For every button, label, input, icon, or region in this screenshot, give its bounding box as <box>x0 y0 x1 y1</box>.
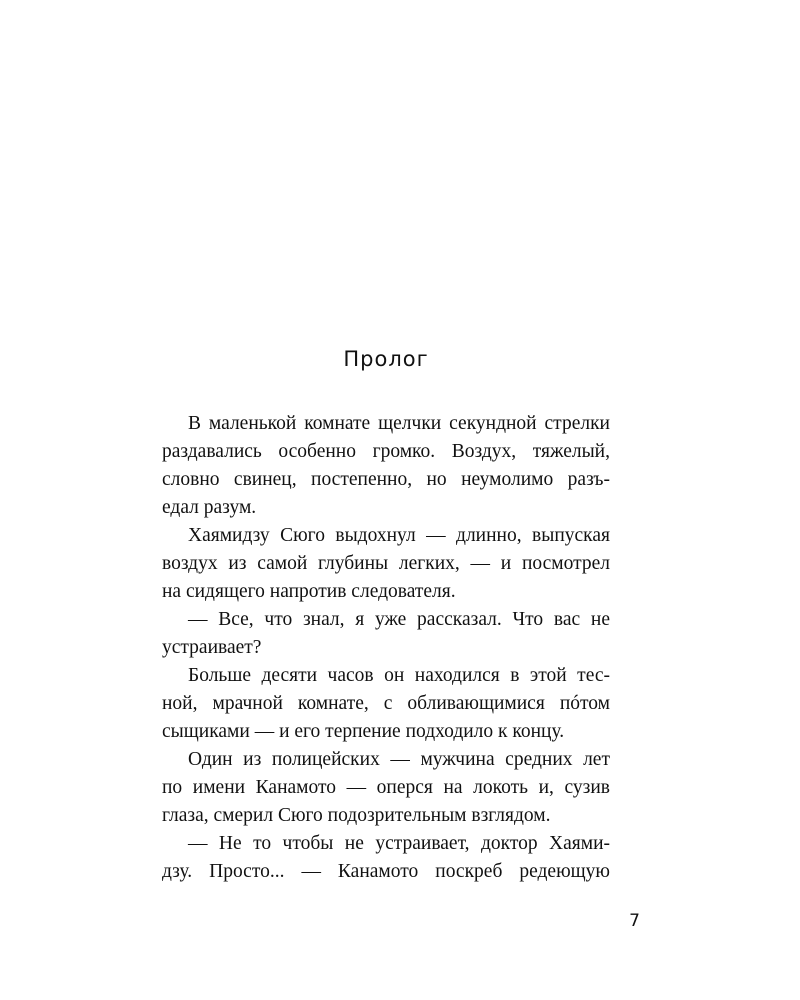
text-line: В маленькой комнате щелчки секундной стрелки <box>188 413 610 434</box>
text-line: — Не то чтобы не устраивает, доктор Хаями- <box>188 833 610 854</box>
text-line: сыщиками — и его терпение подходило к концу. <box>162 721 565 742</box>
text-line: глаза, смерил Сюго подозрительным взглядом. <box>162 805 551 826</box>
text-line: по имени Канамото — оперся на локоть и, сузив <box>162 777 610 798</box>
text-line: едал разум. <box>162 497 257 518</box>
text-line: Хаямидзу Сюго выдохнул — длинно, выпуская <box>188 525 610 546</box>
chapter-title: Пролог <box>343 347 429 371</box>
text-line: Больше десяти часов он находился в этой тес- <box>188 665 610 686</box>
text-line: раздавались особенно громко. Воздух, тяжелый, <box>162 441 610 462</box>
text-line: — Все, что знал, я уже рассказал. Что вас не <box>188 609 610 630</box>
text-line: дзу. Просто... — Канамото поскреб редеющую <box>162 861 610 882</box>
text-line: воздух из самой глубины легких, — и посмотрел <box>162 553 610 574</box>
page-number: 7 <box>629 911 640 931</box>
body-text <box>162 410 610 886</box>
text-line: на сидящего напротив следователя. <box>162 581 456 602</box>
text-line: Один из полицейских — мужчина средних лет <box>188 749 610 770</box>
text-line: устраивает? <box>162 637 262 658</box>
text-line: ной, мрачной комнате, с обливающимися пóтом <box>162 693 610 714</box>
text-line: словно свинец, постепенно, но неумолимо разъ- <box>162 469 610 490</box>
